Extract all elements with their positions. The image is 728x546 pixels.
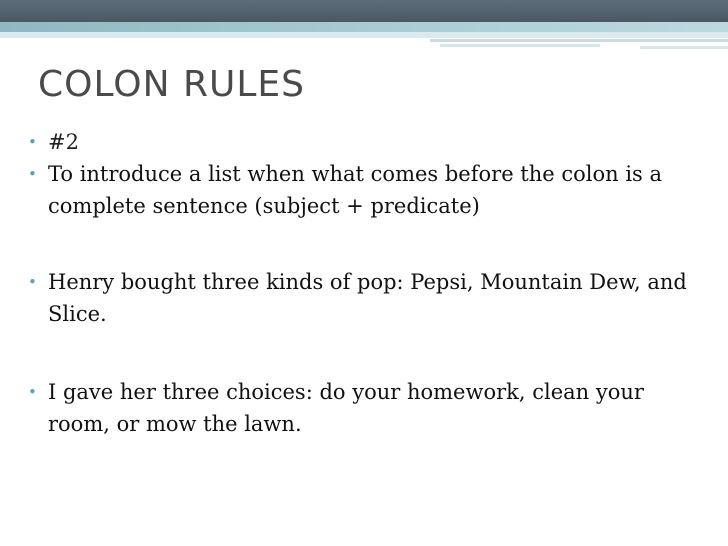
bullet-dot-icon: • — [28, 383, 37, 401]
bullet-item-example-2 — [28, 376, 698, 440]
header-accent-bar — [640, 46, 728, 49]
bullet-item-rule-description — [28, 158, 698, 222]
header-light-stripe — [0, 32, 728, 38]
header-teal-stripe — [0, 22, 728, 32]
bullet-dot-icon: • — [28, 165, 37, 183]
header-accent-bar — [440, 44, 600, 47]
bullet-text: To introduce a list when what comes before the colon is a complete sentence (subject + predicate) — [48, 162, 663, 218]
header-band — [0, 0, 728, 22]
bullet-dot-icon: • — [28, 273, 37, 291]
bullet-text: Henry bought three kinds of pop: Pepsi, Mountain Dew, and Slice. — [48, 270, 687, 326]
bullet-item-example-1 — [28, 266, 698, 330]
bullet-item-rule-number — [28, 126, 698, 158]
bullet-text: #2 — [48, 130, 79, 154]
bullet-dot-icon: • — [28, 133, 37, 151]
slide-title: COLON RULES — [38, 64, 305, 105]
header-accent-bar — [430, 39, 728, 42]
bullet-text: I gave her three choices: do your homework, clean your room, or mow the lawn. — [48, 380, 644, 436]
